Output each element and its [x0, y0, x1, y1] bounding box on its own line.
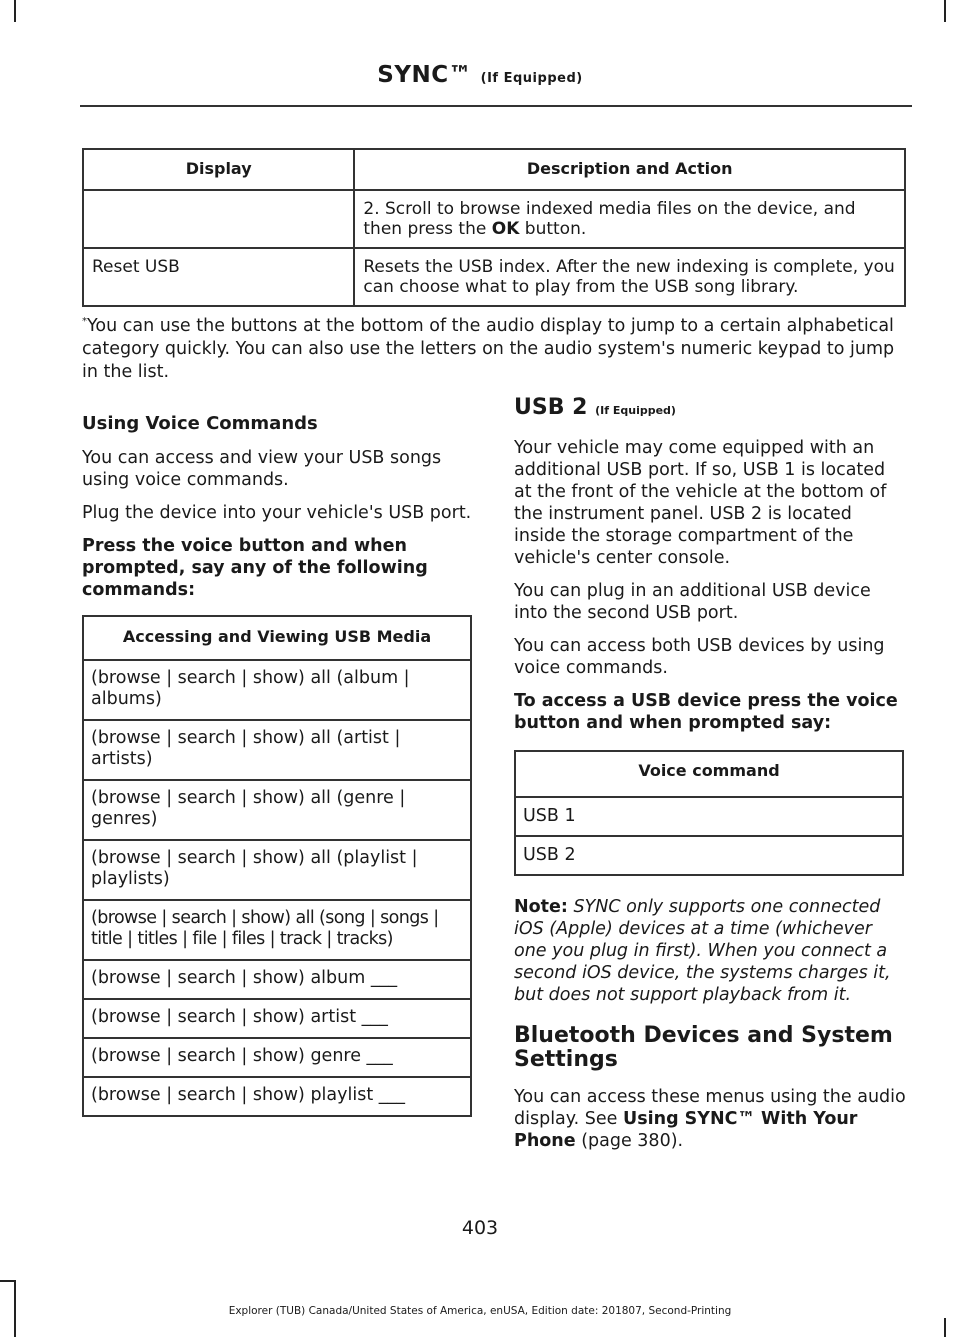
table-row — [83, 190, 905, 248]
table-row — [83, 780, 471, 840]
paragraph: You can access these menus using the audio display. See Using SYNC™ With Your Phone (page 380). — [514, 1087, 906, 1151]
table-header-row — [83, 149, 905, 190]
right-column — [514, 396, 908, 1163]
left-column — [82, 413, 474, 1117]
table-row — [83, 1077, 471, 1116]
command-cell: (browse | search | show) all (album | albums) — [83, 660, 471, 720]
command-cell: USB 1 — [515, 797, 903, 836]
paragraph: You can access and view your USB songs using voice commands. — [82, 448, 442, 490]
cell-description: Resets the USB index. After the new indexing is complete, you can choose what to play from the USB song library. — [354, 248, 905, 306]
paragraph: Plug the device into your vehicle's USB port. — [82, 503, 472, 523]
section-heading-voice-commands: Using Voice Commands — [82, 413, 318, 434]
instruction: Press the voice button and when prompted, say any of the following commands: — [82, 536, 428, 600]
note — [514, 896, 908, 1006]
command-cell: (browse | search | show) album ___ — [83, 960, 471, 999]
display-description-table — [82, 148, 906, 307]
edition-footer: Explorer (TUB) Canada/United States of America, enUSA, Edition date: 201807, Second-Printing — [228, 1305, 732, 1317]
table-row — [515, 836, 903, 875]
command-cell: (browse | search | show) genre ___ — [83, 1038, 471, 1077]
header-display: Display — [83, 149, 354, 190]
paragraph: You can access both USB devices by using voice commands. — [514, 636, 885, 678]
cell-display — [83, 190, 354, 248]
crop-mark-top-left — [14, 0, 16, 22]
cell-display: Reset USB — [83, 248, 354, 306]
page-number: 403 — [461, 1217, 499, 1239]
command-cell: USB 2 — [515, 836, 903, 875]
usb-media-commands-table — [82, 615, 472, 1117]
command-cell: (browse | search | show) all (song | songs | title | titles | file | files | track | tracks) — [83, 900, 471, 960]
paragraph: Your vehicle may come equipped with an additional USB port. If so, USB 1 is located at the front of the vehicle at the bottom of the instrument panel. USB 2 is located inside the storage compartment of the vehicle's center console. — [514, 438, 887, 568]
note-text: SYNC only supports one connected iOS (Apple) devices at a time (whichever one you plug in first). When you connect a second iOS device, the systems charges it, but does not support playback from it. — [514, 897, 891, 1005]
crop-mark-bottom-left-h — [0, 1280, 16, 1282]
table-row — [83, 1038, 471, 1077]
instruction: To access a USB device press the voice button and when prompted say: — [514, 691, 898, 733]
ok-label: OK — [491, 219, 520, 239]
crop-mark-bottom-right-v — [944, 1318, 946, 1337]
section-heading-bluetooth: Bluetooth Devices and System Settings — [514, 1023, 893, 1072]
header-accessing-usb-media: Accessing and Viewing USB Media — [83, 616, 471, 660]
table-row — [83, 900, 471, 960]
cross-reference-link[interactable]: Using SYNC™ With Your Phone — [514, 1109, 858, 1151]
table-row — [83, 248, 905, 306]
voice-command-table — [514, 750, 904, 876]
paragraph: You can plug in an additional USB device into the second USB port. — [514, 581, 871, 623]
page-header — [0, 62, 960, 88]
header-suffix: (If Equipped) — [480, 71, 583, 86]
footnote — [82, 310, 910, 384]
header-voice-command: Voice command — [515, 751, 903, 797]
crop-mark-top-right — [944, 0, 946, 22]
table-row — [83, 999, 471, 1038]
note-label: Note: — [514, 897, 568, 917]
command-cell: (browse | search | show) artist ___ — [83, 999, 471, 1038]
command-cell: (browse | search | show) all (artist | artists) — [83, 720, 471, 780]
table-header-row — [83, 616, 471, 660]
header-rule — [80, 105, 912, 107]
table-row — [515, 797, 903, 836]
table-row — [83, 660, 471, 720]
command-cell: (browse | search | show) all (playlist | playlists) — [83, 840, 471, 900]
table-row — [83, 960, 471, 999]
footnote-marker: * — [82, 316, 87, 327]
header-description: Description and Action — [354, 149, 905, 190]
header-title: SYNC™ — [377, 62, 473, 88]
command-cell: (browse | search | show) all (genre | genres) — [83, 780, 471, 840]
cell-description: 2. Scroll to browse indexed media files on the device, and then press the OK button. — [354, 190, 905, 248]
table-row — [83, 840, 471, 900]
command-cell: (browse | search | show) playlist ___ — [83, 1077, 471, 1116]
table-header-row — [515, 751, 903, 797]
section-heading-usb2: USB 2 (If Equipped) — [514, 395, 676, 420]
table-row — [83, 720, 471, 780]
footnote-text: You can use the buttons at the bottom of the audio display to jump to a certain alphabetical category quickly. You can also use the letters on the audio system's numeric keypad to jump in the list. — [82, 315, 895, 382]
